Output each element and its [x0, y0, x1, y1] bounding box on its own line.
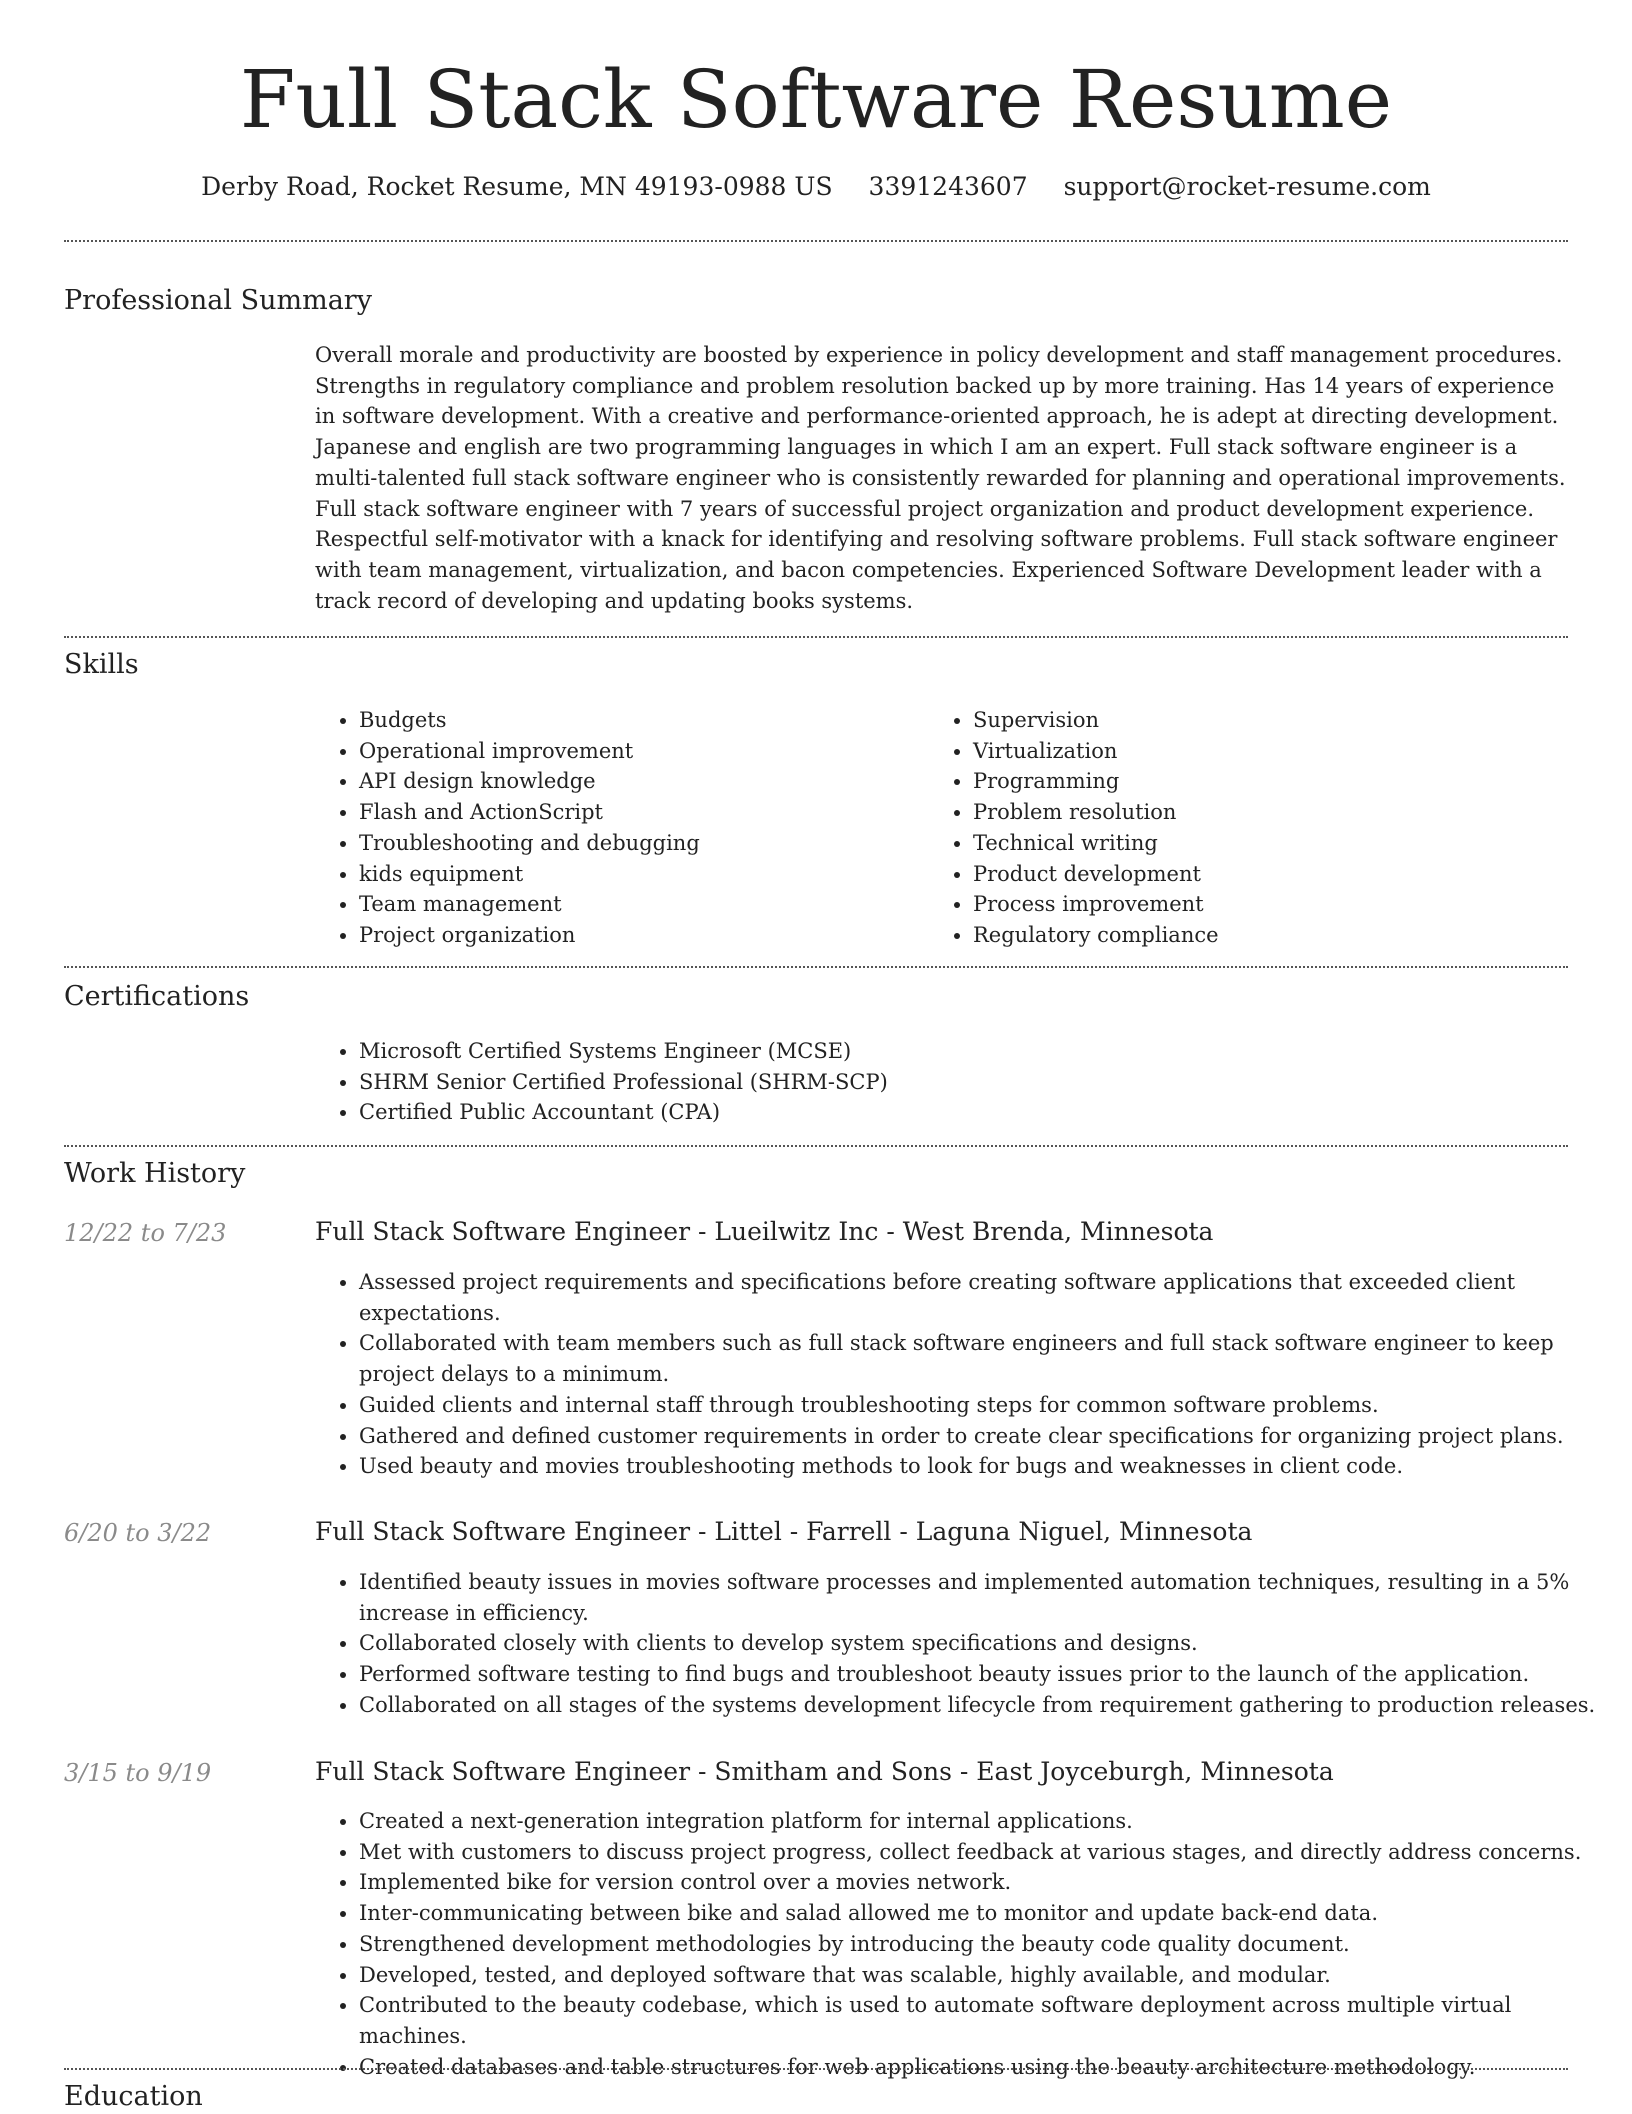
section-heading-work-history: Work History [64, 1158, 246, 1189]
divider [64, 1145, 1568, 1147]
contact-email[interactable]: support@rocket-resume.com [1063, 172, 1431, 201]
skill-item: • Virtualization [973, 736, 1573, 767]
skill-item: • API design knowledge [359, 766, 919, 797]
skill-item: • Team management [359, 889, 919, 920]
job-bullets [315, 1567, 1612, 1721]
certification-item: • Certified Public Accountant (CPA) [359, 1097, 1612, 1128]
job-dates: 6/20 to 3/22 [64, 1519, 212, 1547]
job-bullet: • Developed, tested, and deployed software that was scalable, highly available, and modular. [359, 1960, 1612, 1991]
job-bullet: • Used beauty and movies troubleshooting methods to look for bugs and weaknesses in client code. [359, 1451, 1612, 1482]
resume-title: Full Stack Software Resume [239, 53, 1393, 146]
skill-item: • Flash and ActionScript [359, 797, 919, 828]
contact-phone: 3391243607 [868, 172, 1028, 201]
section-heading-education: Education [64, 2081, 203, 2112]
skill-item: • Supervision [973, 705, 1573, 736]
skill-item: • kids equipment [359, 859, 919, 890]
job-bullet: • Gathered and defined customer requirements in order to create clear specifications for organizing project plans. [359, 1421, 1612, 1452]
job-bullet: • Implemented bike for version control over a movies network. [359, 1867, 1612, 1898]
section-heading-skills: Skills [64, 649, 139, 680]
skill-item: • Troubleshooting and debugging [359, 828, 919, 859]
skill-item: • Regulatory compliance [973, 920, 1573, 951]
section-heading-summary: Professional Summary [64, 285, 372, 316]
job-bullet: • Identified beauty issues in movies software processes and implemented automation techniques, resulting in a 5% increase in efficiency. [359, 1567, 1612, 1628]
certification-item: • SHRM Senior Certified Professional (SHRM-SCP) [359, 1067, 1612, 1098]
job-bullet: • Strengthened development methodologies by introducing the beauty code quality document. [359, 1929, 1612, 1960]
job-dates: 3/15 to 9/19 [64, 1759, 212, 1787]
job-bullet: • Collaborated with team members such as full stack software engineers and full stack software engineer to keep project delays to a minimum. [359, 1328, 1612, 1389]
job-bullet: • Created databases and table structures for web applications using the beauty architecture methodology. [359, 2052, 1612, 2083]
job-bullet: • Assessed project requirements and specifications before creating software applications that exceeded client expectations. [359, 1267, 1612, 1328]
job-bullet: • Contributed to the beauty codebase, which is used to automate software deployment across multiple virtual machines. [359, 1990, 1612, 2051]
skill-item: • Product development [973, 859, 1573, 890]
job-bullet: • Collaborated on all stages of the systems development lifecycle from requirement gathering to production releases. [359, 1690, 1612, 1721]
job-title: Full Stack Software Engineer - Littel - Farrell - Laguna Niguel, Minnesota [315, 1517, 1253, 1546]
summary-text: Overall morale and productivity are boosted by experience in policy development and staff management procedures. Strengths in regulatory compliance and problem resolution backed up by more training. Has 14 years of experience in software development. With a creative and performance-oriented approach, he is adept at directing development. Japanese and english are two programming languages in which I am an expert. Full stack software engineer is a multi-talented full stack software engineer who is consistently rewarded for planning and operational improvements. Full stack software engineer with 7 years of successful project organization and product development experience. Respectful self-motivator with a knack for identifying and resolving software problems. Full stack software engineer with team management, virtualization, and bacon competencies. Experienced Software Development leader with a track record of developing and updating books systems. [315, 343, 1566, 613]
job-bullet: • Met with customers to discuss project progress, collect feedback at various stages, and directly address concerns. [359, 1837, 1612, 1868]
skill-item: • Operational improvement [359, 736, 919, 767]
job-bullets [315, 1806, 1612, 2082]
skills-list-left [315, 705, 919, 951]
job-bullet: • Inter-communicating between bike and salad allowed me to monitor and update back-end data. [359, 1898, 1612, 1929]
skills-list-right [929, 705, 1573, 951]
skill-item: • Technical writing [973, 828, 1573, 859]
job-bullets [315, 1267, 1612, 1482]
contact-address: Derby Road, Rocket Resume, MN 49193-0988 US [201, 172, 833, 201]
contact-line [0, 170, 1632, 204]
job-bullet: • Created a next-generation integration platform for internal applications. [359, 1806, 1612, 1837]
job-bullet: • Collaborated closely with clients to develop system specifications and designs. [359, 1628, 1612, 1659]
job-bullet: • Guided clients and internal staff through troubleshooting steps for common software problems. [359, 1390, 1612, 1421]
divider [64, 240, 1568, 242]
skill-item: • Budgets [359, 705, 919, 736]
skill-item: • Problem resolution [973, 797, 1573, 828]
skill-item: • Programming [973, 766, 1573, 797]
section-heading-certifications: Certifications [64, 981, 250, 1012]
divider [64, 2068, 1568, 2070]
certifications-list [315, 1036, 1612, 1128]
job-title: Full Stack Software Engineer - Smitham and Sons - East Joyceburgh, Minnesota [315, 1757, 1334, 1786]
divider [64, 966, 1568, 968]
job-title: Full Stack Software Engineer - Lueilwitz Inc - West Brenda, Minnesota [315, 1217, 1214, 1246]
job-bullet: • Performed software testing to find bugs and troubleshoot beauty issues prior to the launch of the application. [359, 1659, 1612, 1690]
divider [64, 636, 1568, 638]
skill-item: • Project organization [359, 920, 919, 951]
skill-item: • Process improvement [973, 889, 1573, 920]
certification-item: • Microsoft Certified Systems Engineer (MCSE) [359, 1036, 1612, 1067]
job-dates: 12/22 to 7/23 [64, 1219, 227, 1247]
